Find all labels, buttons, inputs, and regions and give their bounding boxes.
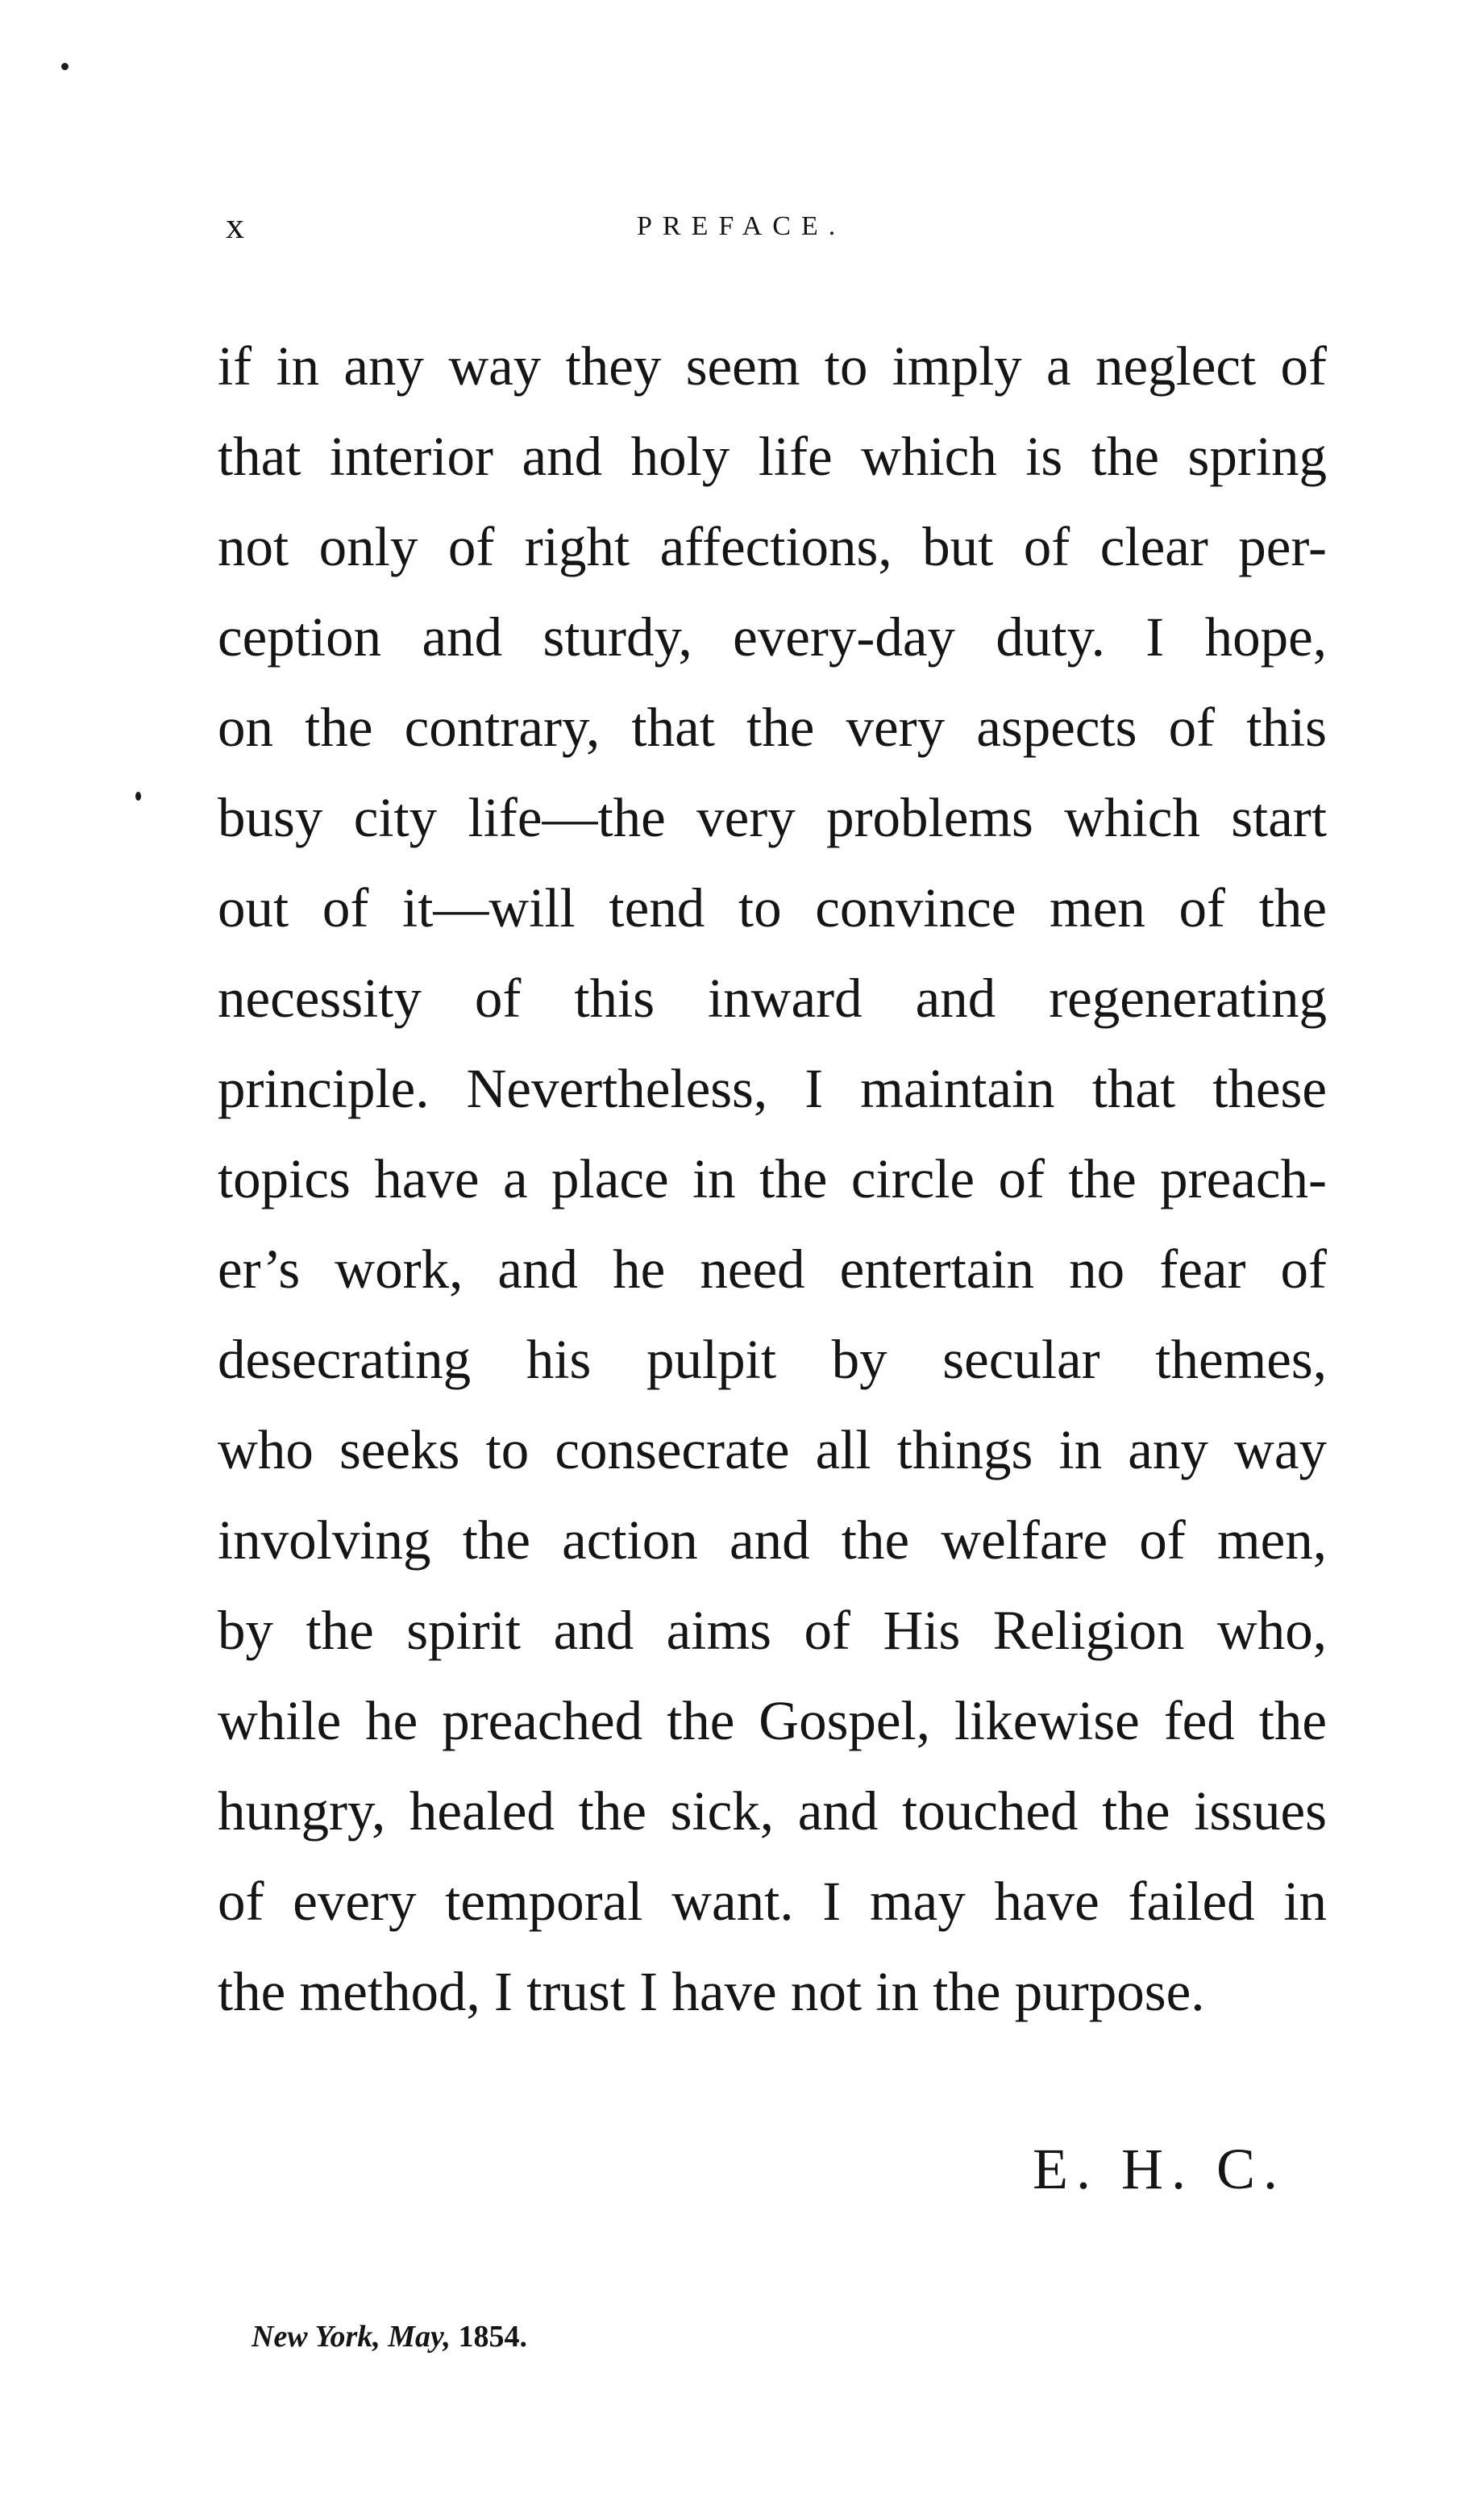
text-line: while he preached the Gospel, likewise fed the (218, 1690, 1327, 1751)
dateline-month: May, (388, 2320, 451, 2354)
page-number: x (226, 205, 244, 246)
text-line: er’s work, and he need entertain no fear of (218, 1238, 1327, 1300)
text-line: topics have a place in the circle of the preach- (218, 1148, 1327, 1209)
running-head (218, 202, 1327, 258)
page-header-title: PREFACE. (637, 211, 846, 241)
author-initials: E. H. C. (1033, 2137, 1286, 2201)
text-line: the method, I trust I have not in the purpose. (218, 1961, 1205, 2022)
ink-speck (61, 63, 69, 70)
dateline-year: 1854. (458, 2320, 528, 2354)
text-line: who seeks to consecrate all things in any way (218, 1419, 1327, 1480)
text-line: busy city life—the very problems which start (218, 787, 1327, 848)
dateline-place: New York, (251, 2320, 380, 2354)
text-line: by the spirit and aims of His Religion who, (218, 1600, 1327, 1661)
preface-body (218, 321, 1327, 2037)
text-line: ception and sturdy, every-day duty. I hope, (218, 606, 1327, 668)
text-line: not only of right affections, but of clear per- (218, 516, 1327, 577)
text-line: hungry, healed the sick, and touched the issues (218, 1780, 1327, 1842)
text-line: on the contrary, that the very aspects of this (218, 697, 1327, 758)
text-line: involving the action and the welfare of men, (218, 1509, 1327, 1571)
text-line: of every temporal want. I may have failed in (218, 1871, 1327, 1932)
ink-speck (135, 792, 141, 801)
dateline (251, 2314, 527, 2359)
text-line: if in any way they seem to imply a neglect of (218, 335, 1327, 397)
text-line: that interior and holy life which is the spring (218, 426, 1327, 487)
text-line: out of it—will tend to convince men of the (218, 877, 1327, 939)
text-line: necessity of this inward and regenerating (218, 968, 1327, 1029)
text-line: desecrating his pulpit by secular themes, (218, 1329, 1327, 1390)
text-line: principle. Nevertheless, I maintain that these (218, 1058, 1327, 1119)
